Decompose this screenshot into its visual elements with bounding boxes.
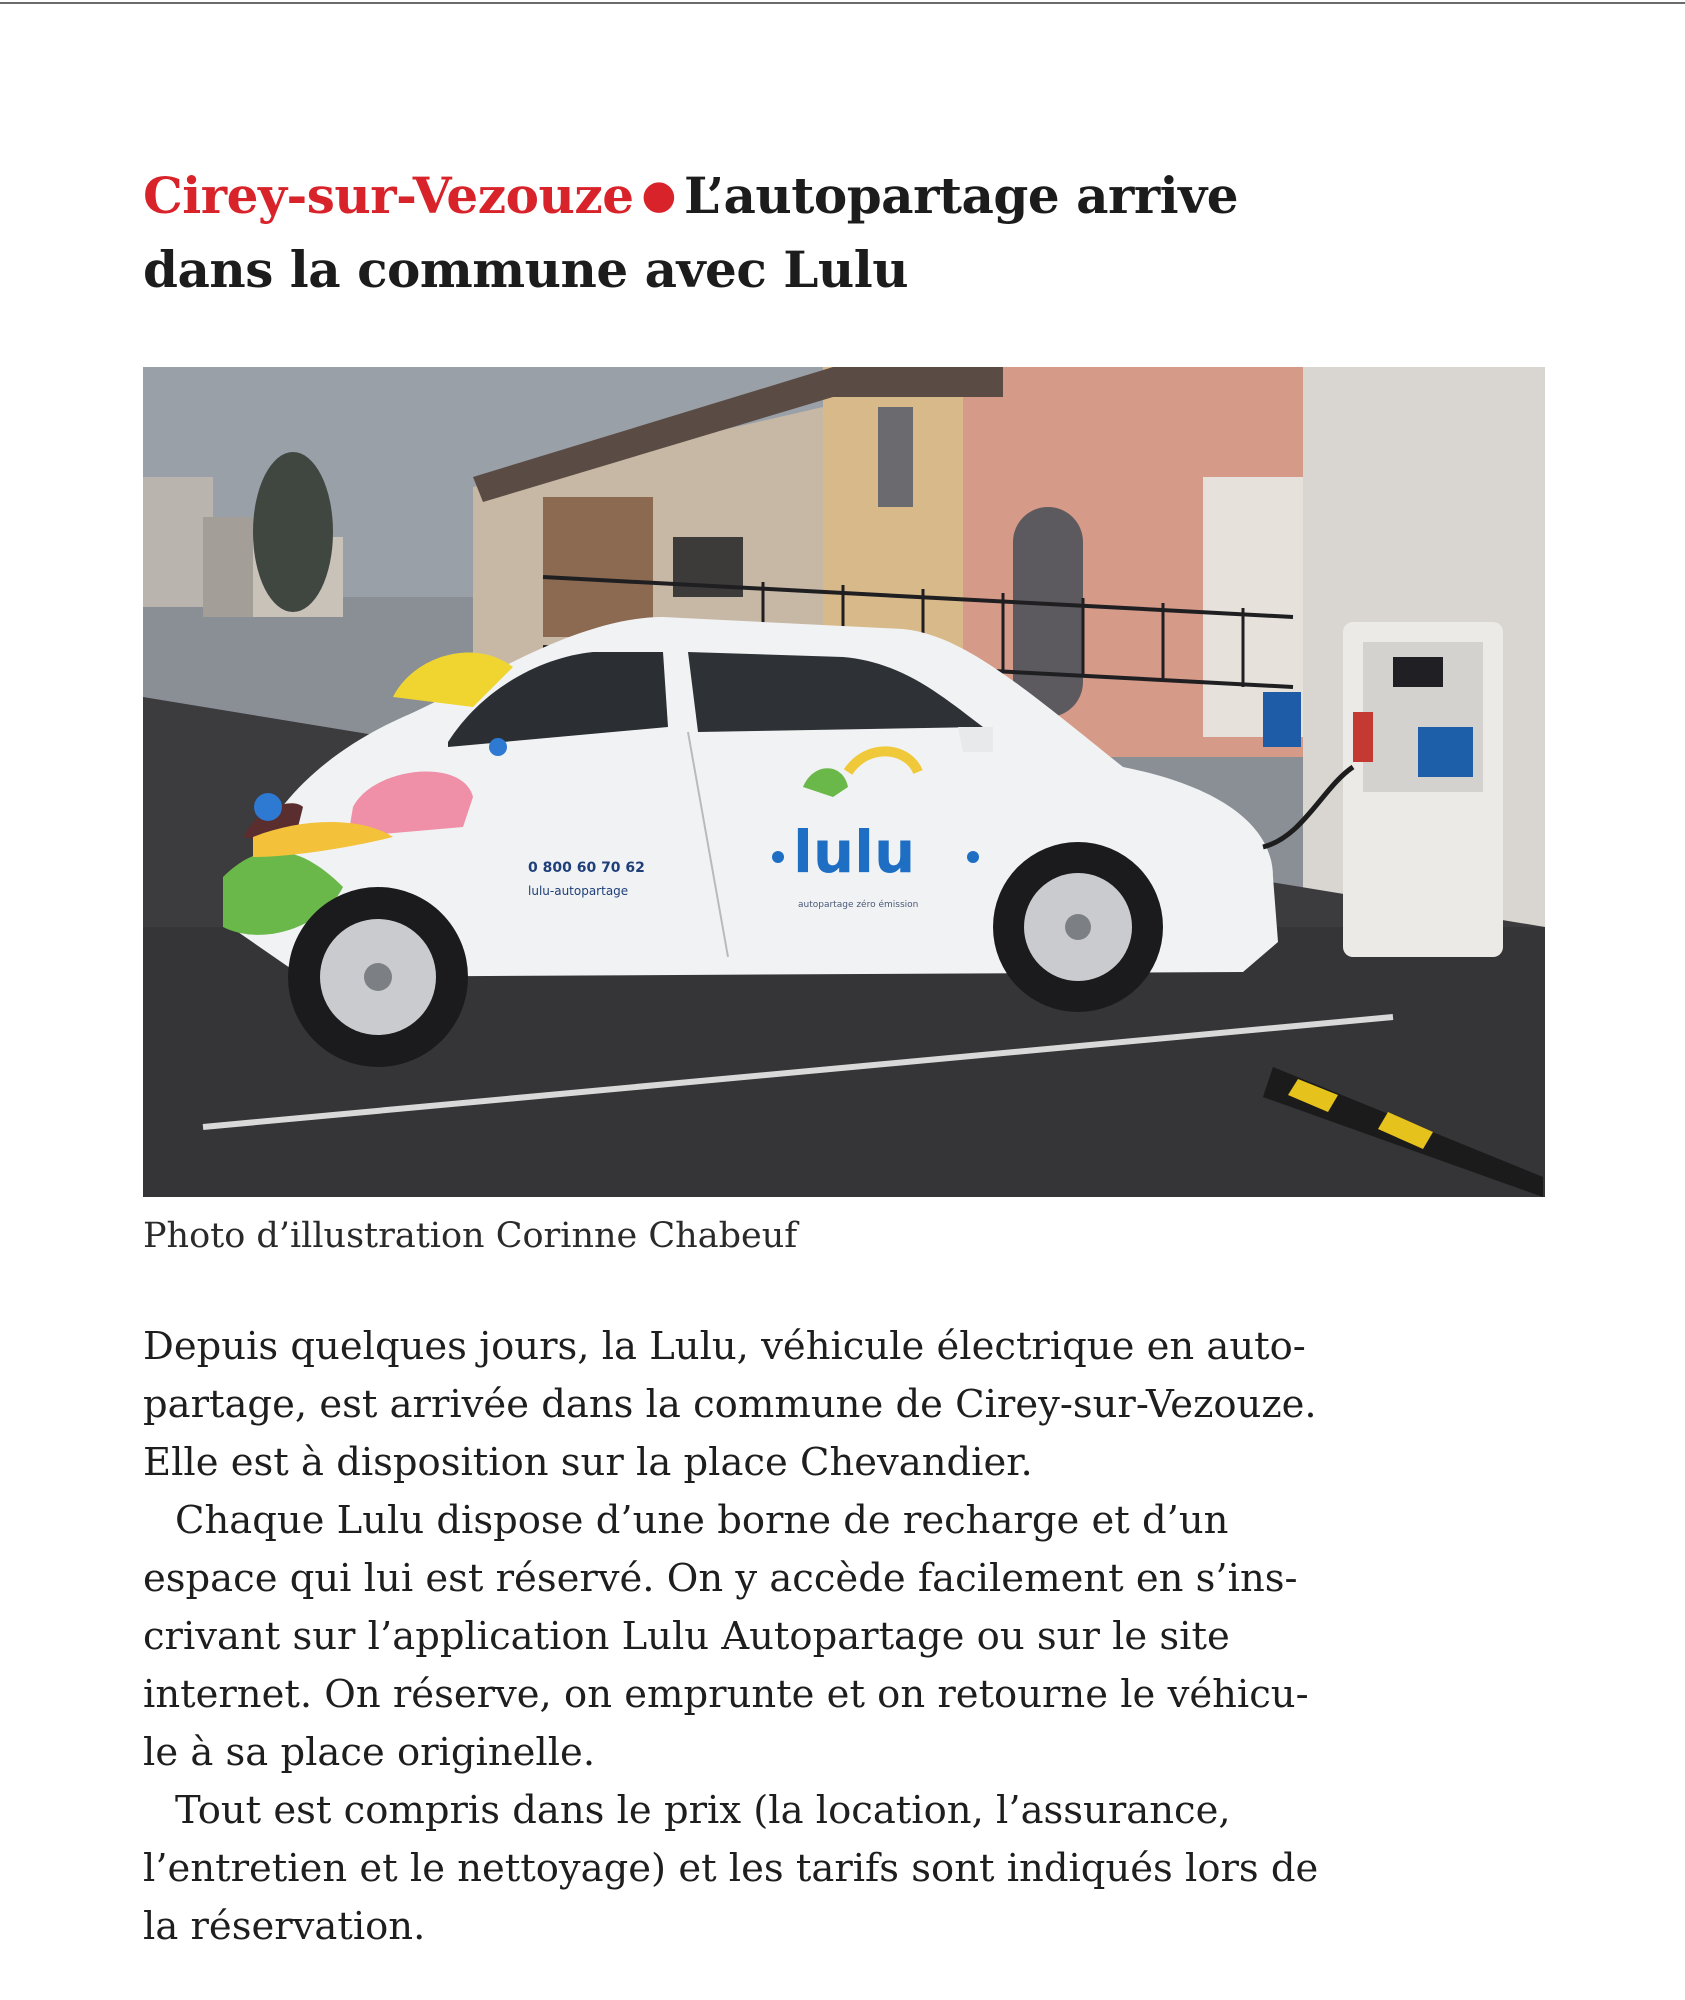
article-line: l’entretien et le nettoyage) et les tarifs sont indiqués lors de bbox=[143, 1846, 1319, 1891]
article-line: crivant sur l’application Lulu Autopartage ou sur le site bbox=[143, 1614, 1230, 1659]
article-line: internet. On réserve, on emprunte et on retourne le véhicu- bbox=[143, 1672, 1309, 1717]
article-line: Depuis quelques jours, la Lulu, véhicule électrique en auto- bbox=[143, 1324, 1306, 1369]
car-logo-text: lulu bbox=[793, 818, 916, 886]
article-line: Chaque Lulu dispose d’une borne de recharge et d’un bbox=[175, 1498, 1229, 1543]
headline-line-2: dans la commune avec Lulu bbox=[143, 240, 909, 299]
article-line: espace qui lui est réservé. On y accède facilement en s’ins- bbox=[143, 1556, 1298, 1601]
headline-kicker: Cirey-sur-Vezouze bbox=[143, 166, 634, 225]
article-headline bbox=[143, 158, 1543, 307]
top-rule bbox=[0, 2, 1685, 4]
article-body bbox=[143, 1318, 1553, 1956]
article-photo bbox=[143, 367, 1545, 1197]
article-line: la réservation. bbox=[143, 1904, 426, 1949]
car-tagline-text: autopartage zéro émission bbox=[798, 900, 919, 910]
article-line: Tout est compris dans le prix (la location, l’assurance, bbox=[175, 1788, 1231, 1833]
photo-caption: Photo d’illustration Corinne Chabeuf bbox=[143, 1216, 798, 1256]
headline-title-part1: L’autopartage arrive bbox=[683, 166, 1239, 225]
article-line: le à sa place originelle. bbox=[143, 1730, 596, 1775]
car-phone-text: 0 800 60 70 62 bbox=[528, 860, 645, 876]
car-website-text: lulu-autopartage bbox=[528, 884, 629, 898]
headline-separator-icon: ● bbox=[641, 171, 676, 218]
headline-line-1 bbox=[143, 158, 1543, 233]
article-line: partage, est arrivée dans la commune de Cirey-sur-Vezouze. bbox=[143, 1382, 1317, 1427]
article-line: Elle est à disposition sur la place Chevandier. bbox=[143, 1440, 1033, 1485]
